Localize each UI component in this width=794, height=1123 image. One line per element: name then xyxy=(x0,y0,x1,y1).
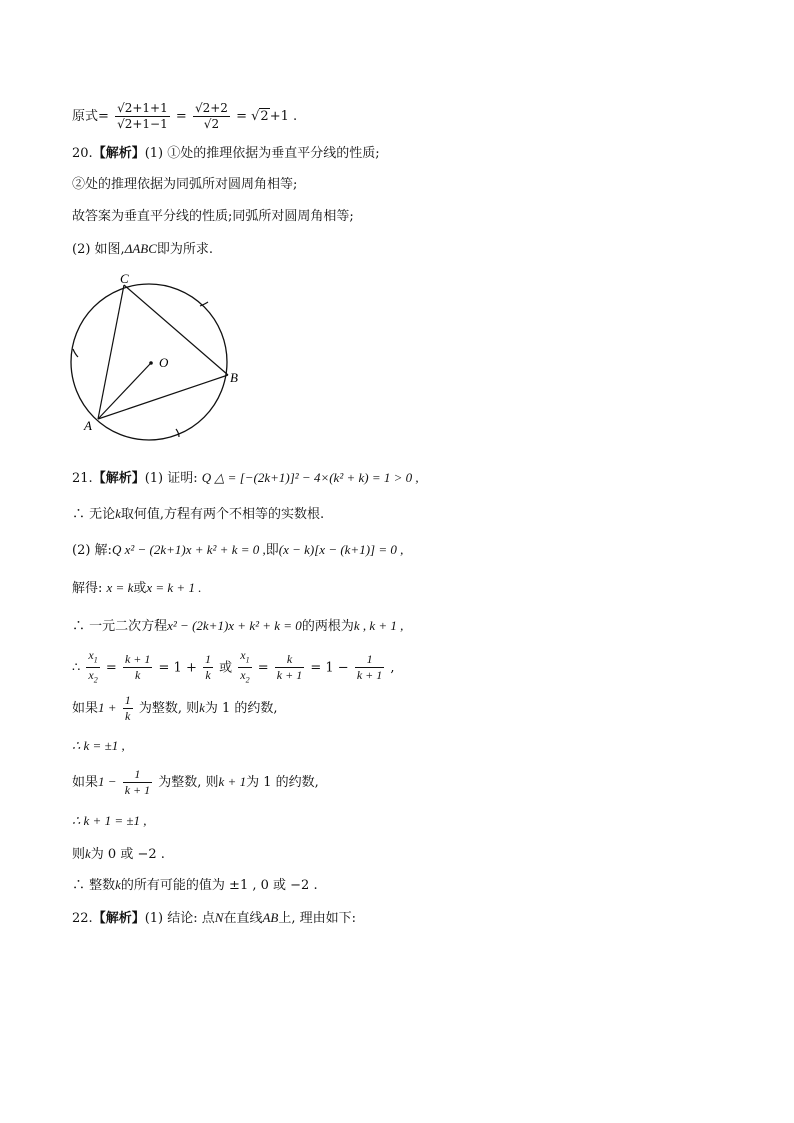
solution-21-case-2: 如果1 − $\frac{1}{k + 1}$ 为整数, 则k + 1为 1 的约数, xyxy=(72,767,319,797)
fraction-2: $\frac{√2+2}{√2}$ xyxy=(194,101,228,131)
solution-20-header: 20.【解析】(1) ①处的推理依据为垂直平分线的性质; xyxy=(72,146,380,161)
solution-21-conclusion: ∴ 整数k的所有可能的值为 ±1 , 0 或 −2 . xyxy=(72,877,318,893)
solution-21-case-2-result: ∴ k + 1 = ±1 , xyxy=(72,813,147,828)
solution-21-header: 21.【解析】(1) 证明: Q △ = [−(2k+1)]² − 4×(k² + k) = 1 > 0 , xyxy=(72,470,419,486)
solution-21-part-2: (2) 解:Q x² − (2k+1)x + k² + k = 0 ,即(x − k)[x − (k+1)] = 0 , xyxy=(72,542,404,558)
solution-21-line-2: ∴ 无论k取何值,方程有两个不相等的实数根. xyxy=(72,506,325,522)
label-a: A xyxy=(84,418,92,433)
side-ca xyxy=(98,285,124,419)
solution-19-result: 原式= $\frac{√2+1+1}{√2+1-1}$ = $\frac{√2+2}{√2}$ = √2+1 . xyxy=(72,101,298,131)
construction-arc-3 xyxy=(176,429,179,437)
label-b: B xyxy=(230,370,238,385)
solution-21-roots: 解得: x = k或x = k + 1 . xyxy=(72,580,202,596)
solution-20-line-2: ②处的推理依据为同弧所对圆周角相等; xyxy=(72,177,298,192)
side-cb xyxy=(124,285,228,375)
solution-21-case-1-result: ∴ k = ±1 , xyxy=(72,738,125,753)
center-point xyxy=(149,361,153,365)
solution-22-header: 22.【解析】(1) 结论: 点N在直线AB上, 理由如下: xyxy=(72,910,356,926)
label-o: O xyxy=(159,355,169,370)
label-c: C xyxy=(120,271,129,286)
solution-20-part-2: (2) 如图,ΔABC即为所求. xyxy=(72,241,214,257)
solution-20-line-3: 故答案为垂直平分线的性质;同弧所对圆周角相等; xyxy=(72,209,354,224)
solution-21-case-1: 如果1 + $\frac{1}{k}$ 为整数, 则k为 1 的约数, xyxy=(72,693,278,723)
construction-arc-2 xyxy=(73,349,78,357)
solution-21-ratio: ∴ $\frac{x_1}{x_2}$ = $\frac{k + 1}{k}$ = 1 + $\frac{1}{k}$ 或 $\frac{x_1}{x_2}$ = $\frac{k}{k + 1}$ = 1 − $\frac{1}{k + 1}$ , xyxy=(72,648,395,685)
triangle-circle-figure xyxy=(66,268,241,443)
fraction-1: $\frac{√2+1+1}{√2+1-1}$ xyxy=(117,101,168,131)
solution-21-k-values: 则k为 0 或 −2 . xyxy=(72,846,165,862)
solution-21-two-roots: ∴ 一元二次方程x² − (2k+1)x + k² + k = 0的两根为k , k + 1 , xyxy=(72,618,404,634)
